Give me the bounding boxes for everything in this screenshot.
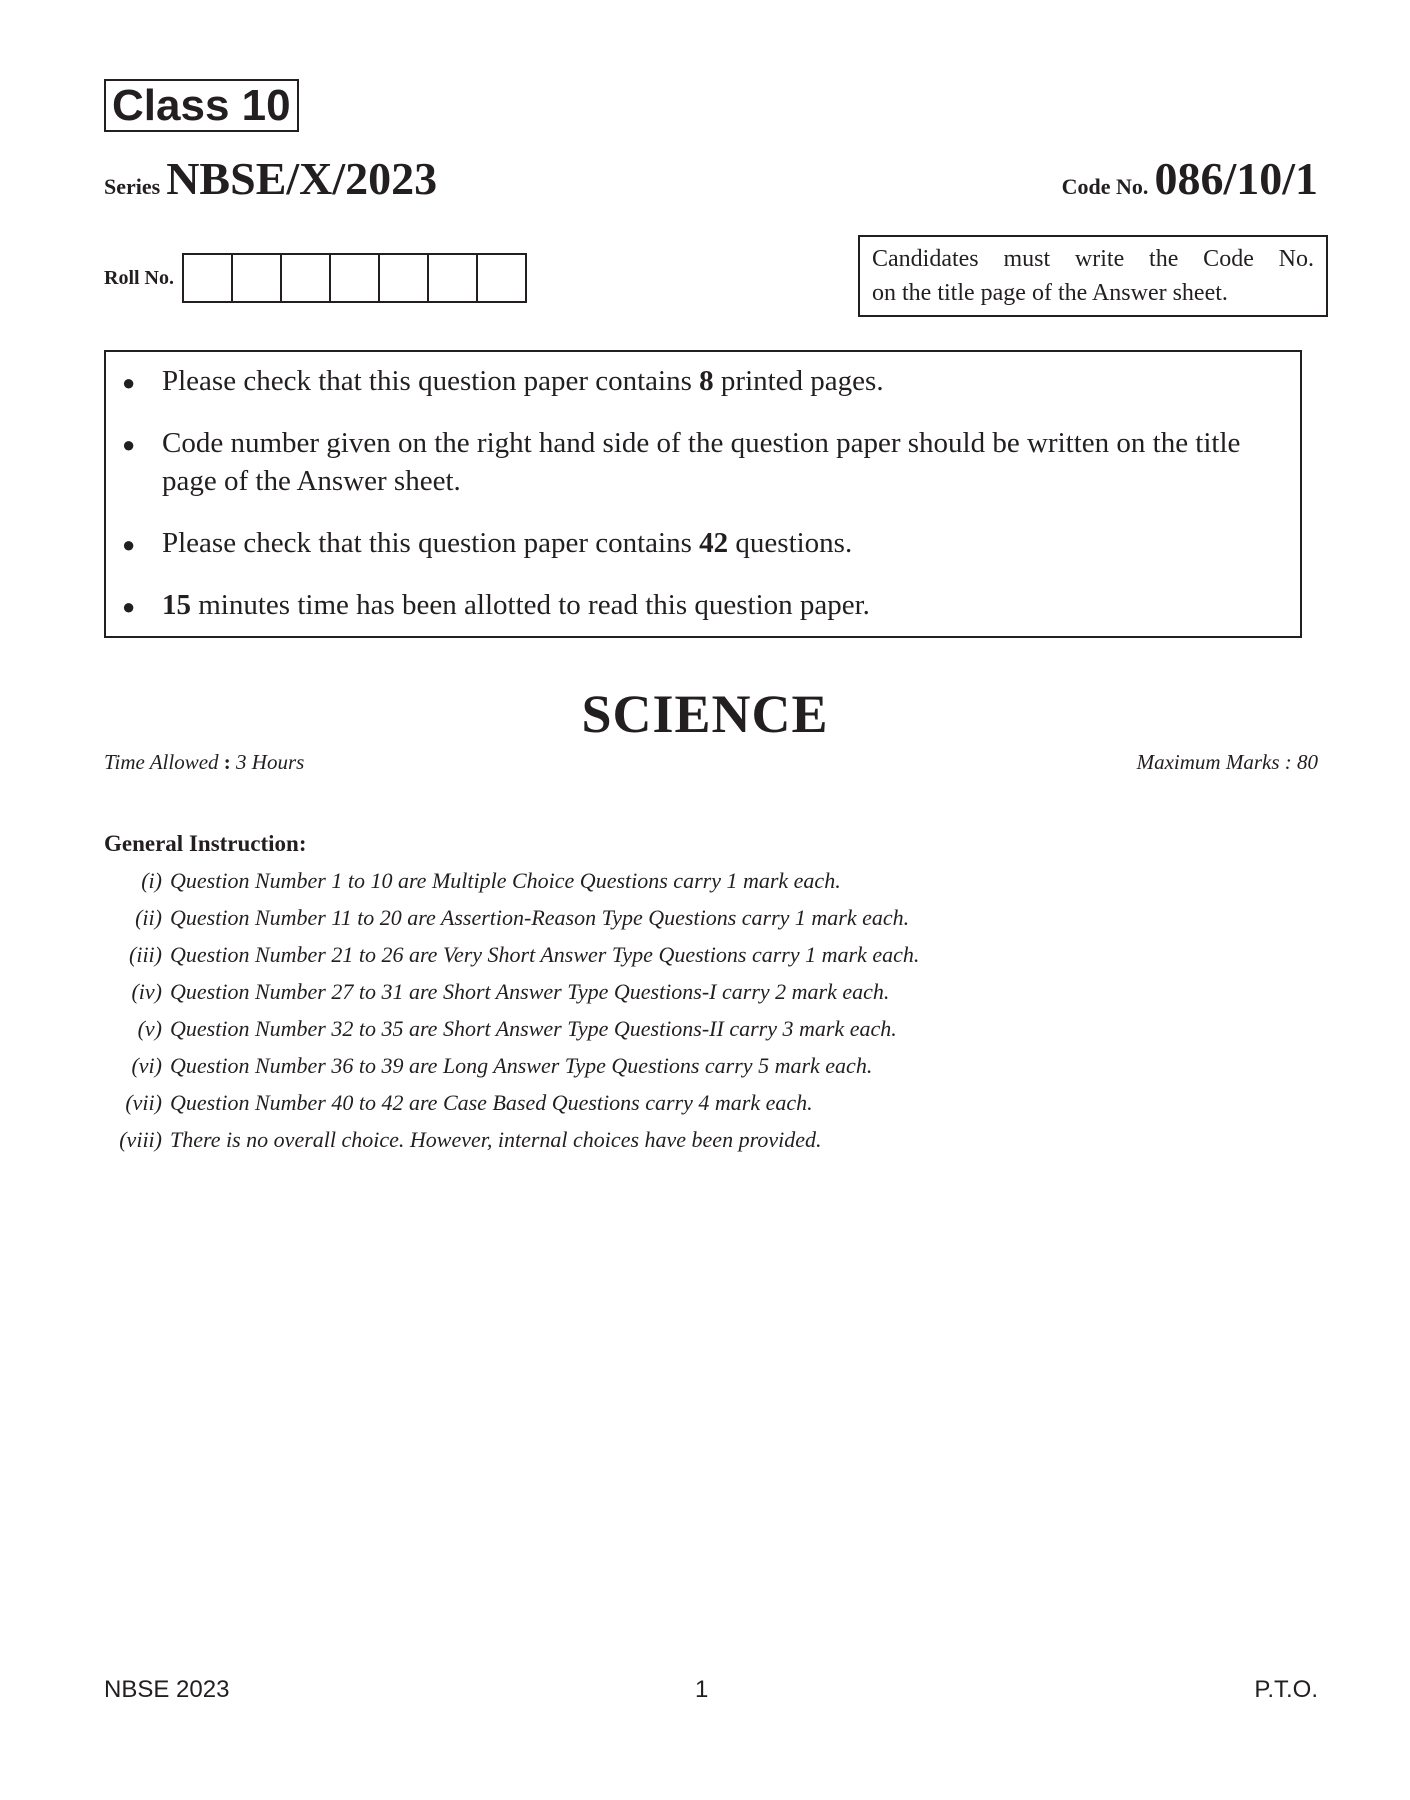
code-label: Code No.: [1061, 174, 1149, 199]
time-allowed: Time Allowed : 3 Hours: [104, 750, 305, 774]
series-value: NBSE/X/2023: [166, 153, 438, 204]
notice-item: ● Code number given on the right hand side of the question paper should be written on the title page of the Answer sheet.: [122, 427, 1241, 497]
code-number: [1062, 152, 1318, 205]
notice-item: ● Please check that this question paper contains 8 printed pages.: [162, 362, 1286, 400]
roll-box[interactable]: [233, 255, 282, 301]
please-turn-over: P.T.O.: [1254, 1676, 1318, 1703]
code-value: 086/10/1: [1154, 153, 1318, 204]
roll-box[interactable]: [282, 255, 331, 301]
instruction-item: (iv) Question Number 27 to 31 are Short Answer Type Questions-I carry 2 mark each.: [131, 978, 890, 1004]
instruction-item: (ii) Question Number 11 to 20 are Assertion-Reason Type Questions carry 1 mark each.: [135, 904, 910, 930]
footer-board: NBSE 2023: [104, 1676, 230, 1703]
instruction-item: (iii) Question Number 21 to 26 are Very Short Answer Type Questions carry 1 mark each.: [129, 941, 920, 967]
series: [104, 152, 437, 205]
class-label: Class 10: [104, 79, 299, 132]
instruction-item: (v) Question Number 32 to 35 are Short Answer Type Questions-II carry 3 mark each.: [137, 1015, 897, 1041]
roll-label: Roll No.: [104, 266, 174, 289]
roll-box[interactable]: [184, 255, 233, 301]
notice-item: ● 15 minutes time has been allotted to read this question paper.: [162, 586, 1286, 624]
maximum-marks: Maximum Marks : 80: [1136, 750, 1318, 774]
candidate-note-line2: on the title page of the Answer sheet.: [872, 280, 1228, 306]
bullet-icon: ●: [122, 532, 136, 557]
bullet-icon: ●: [122, 594, 136, 619]
bullet-icon: ●: [122, 432, 136, 457]
instruction-item: (viii) There is no overall choice. However, internal choices have been provided.: [119, 1126, 822, 1152]
instruction-item: (i) Question Number 1 to 10 are Multiple Choice Questions carry 1 mark each.: [141, 867, 841, 893]
notice-box: [104, 350, 1302, 638]
roll-number-boxes: [182, 253, 527, 303]
series-label: Series: [104, 174, 161, 199]
instructions-heading: General Instruction:: [104, 831, 307, 856]
instruction-item: (vi) Question Number 36 to 39 are Long Answer Type Questions carry 5 mark each.: [131, 1052, 873, 1078]
roll-box[interactable]: [429, 255, 478, 301]
page-number: 1: [695, 1676, 709, 1703]
roll-number: [104, 253, 527, 303]
instruction-item: (vii) Question Number 40 to 42 are Case Based Questions carry 4 mark each.: [125, 1089, 813, 1115]
roll-box[interactable]: [331, 255, 380, 301]
roll-box[interactable]: [380, 255, 429, 301]
instructions-list: [104, 862, 919, 1158]
roll-box[interactable]: [478, 255, 525, 301]
bullet-icon: ●: [122, 370, 136, 395]
notice-item: ● Please check that this question paper contains 42 questions.: [162, 524, 1286, 562]
subject-title: SCIENCE: [581, 684, 829, 744]
candidate-note: [858, 235, 1328, 317]
candidate-note-line1: Candidates must write the Code No.: [872, 246, 1314, 272]
